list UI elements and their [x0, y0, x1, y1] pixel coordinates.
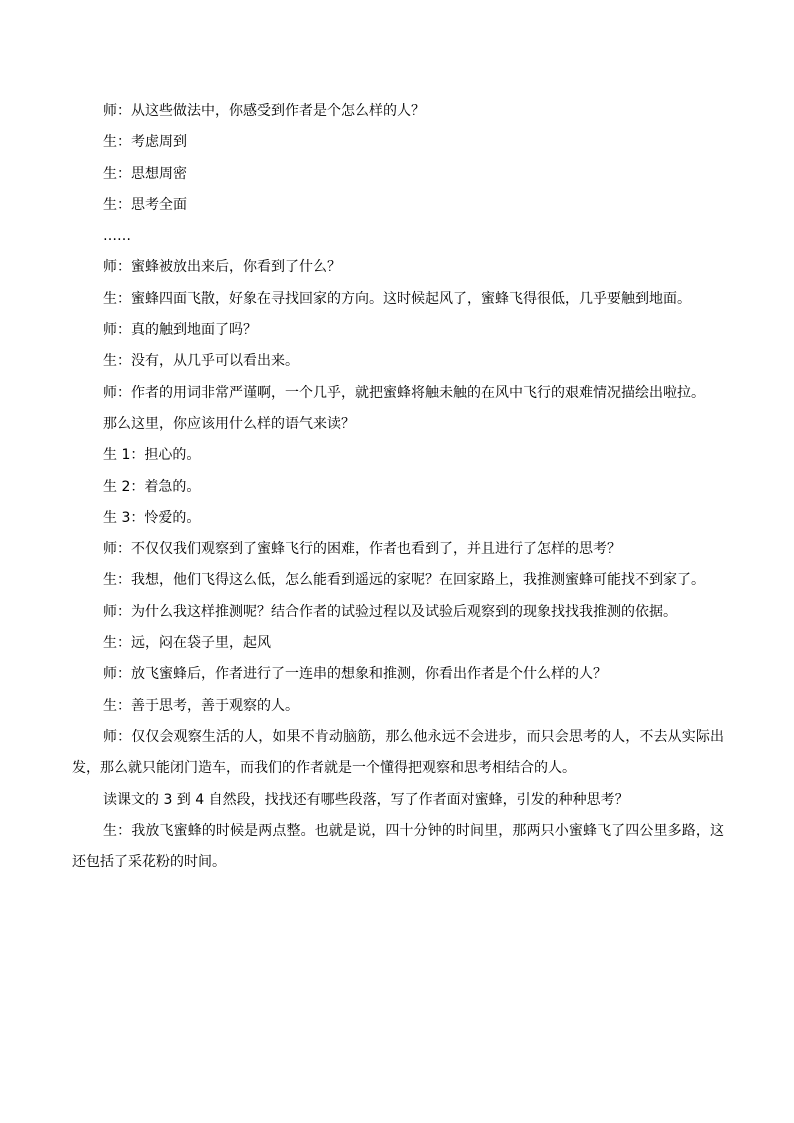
ellipsis-paragraph: …… — [103, 228, 131, 245]
paragraph: 生：思想周密 — [103, 165, 187, 182]
paragraph: 师：作者的用词非常严谨啊，一个几乎，就把蜜蜂将触未触的在风中飞行的艰难情况描绘出啦拉。 — [103, 384, 705, 401]
paragraph: 师：为什么我这样推测呢？结合作者的试验过程以及试验后观察到的现象找找我推测的依据。 — [103, 603, 677, 620]
paragraph: 生 1：担心的。 — [103, 447, 201, 464]
paragraph: 生：没有，从几乎可以看出来。 — [103, 353, 299, 370]
paragraph: 师：从这些做法中，你感受到作者是个怎么样的人？ — [103, 103, 425, 119]
paragraph: 师：蜜蜂被放出来后，你看到了什么？ — [103, 259, 341, 276]
paragraph: 读课文的 3 到 4 自然段，找找还有哪些段落，写了作者面对蜜蜂，引发的种种思考？ — [103, 791, 629, 808]
paragraph: 生：远，闷在袋子里，起风 — [103, 635, 271, 652]
paragraph: 生 3：怜爱的。 — [103, 509, 201, 526]
paragraph: 生：我放飞蜜蜂的时候是两点整。也就是说，四十分钟的时间里，那两只小蜜蜂飞了四公里多路，这还包括了采花粉的时间。 — [72, 822, 724, 871]
paragraph: 生：我想，他们飞得这么低，怎么能看到遥远的家呢？在回家路上，我推测蜜蜂可能找不到家了。 — [103, 572, 705, 589]
paragraph: 师：放飞蜜蜂后，作者进行了一连串的想象和推测，你看出作者是个什么样的人？ — [103, 666, 607, 683]
paragraph: 生：蜜蜂四面飞散，好象在寻找回家的方向。这时候起风了，蜜蜂飞得很低，几乎要触到地面。 — [103, 290, 691, 307]
paragraph: 生：思考全面 — [103, 196, 187, 213]
paragraph: 师：真的触到地面了吗？ — [103, 322, 257, 339]
paragraph: 生：善于思考，善于观察的人。 — [103, 697, 299, 714]
paragraph: 师：仅仅会观察生活的人，如果不肯动脑筋，那么他永远不会进步，而只会思考的人，不去从实际出发，那么就只能闭门造车，而我们的作者就是一个懂得把观察和思考相结合的人。 — [72, 728, 724, 777]
paragraph: 生 2：着急的。 — [103, 478, 201, 495]
paragraph: 生：考虑周到 — [103, 134, 187, 151]
paragraph: 那么这里，你应该用什么样的语气来读？ — [103, 415, 355, 432]
paragraph: 师：不仅仅我们观察到了蜜蜂飞行的困难，作者也看到了，并且进行了怎样的思考？ — [103, 541, 621, 558]
document-body — [72, 96, 724, 878]
